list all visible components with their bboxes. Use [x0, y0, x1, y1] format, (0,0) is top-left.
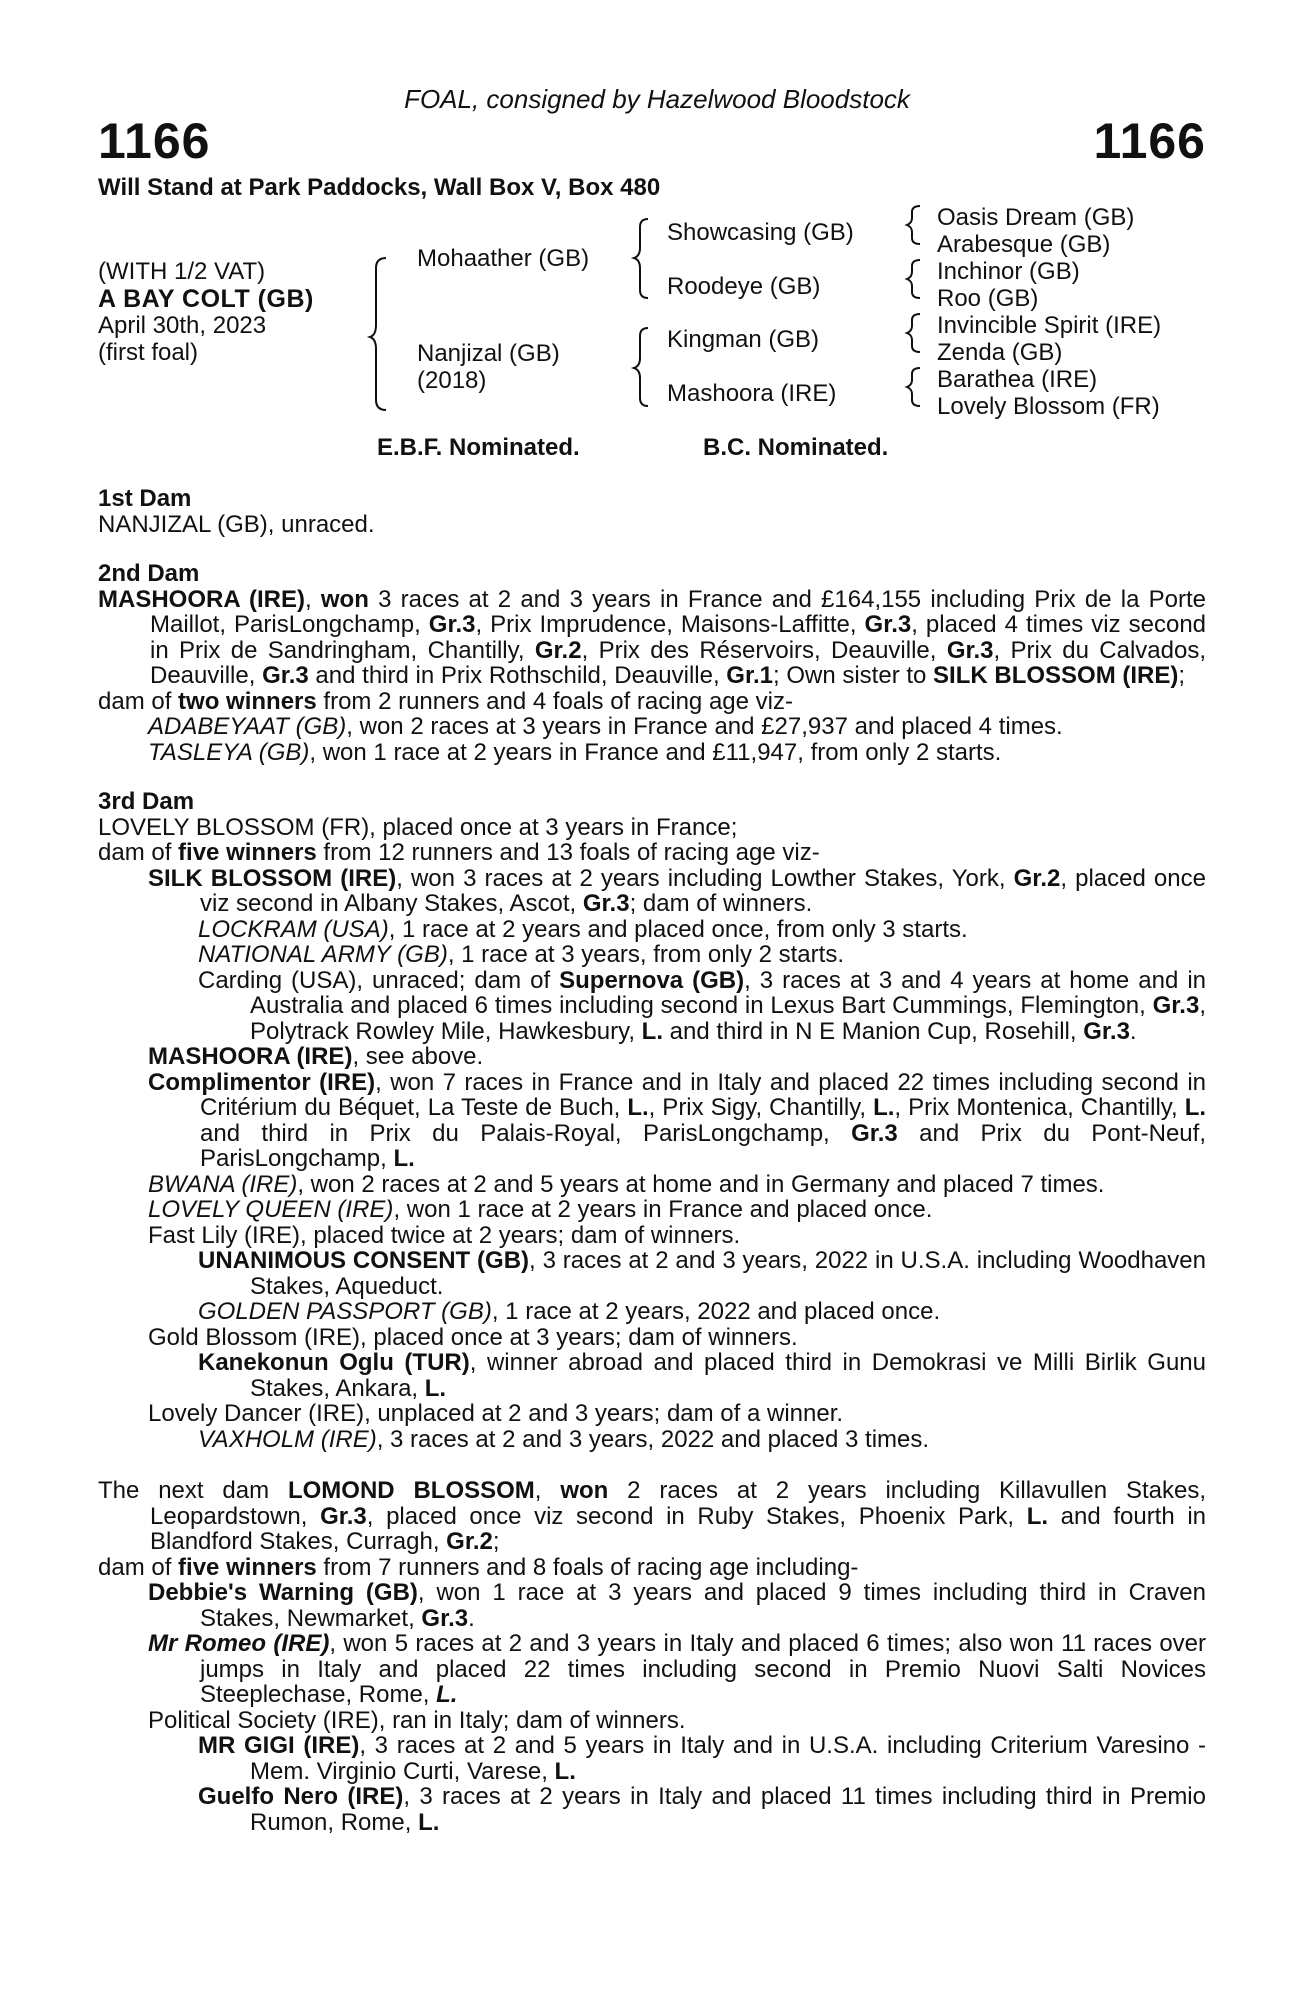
produce-entry [98, 1172, 1206, 1198]
text-run: , won 7 races in France and in Italy and placed 22 times including second in Critérium du Béquet, La Teste de Buch, [200, 1068, 1207, 1121]
text-run: , 1 race at 2 years and placed once, from only 3 starts. [388, 915, 968, 943]
text-run: ; dam of winners. [629, 890, 813, 917]
horse-name: LOMOND BLOSSOM [287, 1477, 535, 1504]
pedigree-sire-sire: Showcasing (GB) [667, 219, 854, 246]
race-grade: L. [393, 1145, 415, 1172]
foaling-date: April 30th, 2023 [98, 312, 267, 339]
text-run: , 3 races at 2 and 3 years, 2022 and placed 3 times. [376, 1425, 930, 1453]
race-grade: Gr.3 [262, 662, 309, 689]
text-run: , Prix Montenica, Chantilly, [894, 1094, 1185, 1121]
text-run: , won 3 races at 2 years including Lowther Stakes, York, [396, 864, 1014, 892]
lot-title: A BAY COLT (GB) [98, 285, 314, 313]
text-run: , won 1 race at 2 years in France and £11,947, from only 2 starts. [309, 738, 1002, 766]
race-grade: Gr.3 [320, 1502, 367, 1530]
brace-showcasing [907, 206, 920, 244]
text-run: , won 1 race at 3 years and placed 9 times including third in Craven Stakes, Newmarket, [200, 1579, 1206, 1632]
second-dam-section [98, 561, 1206, 765]
race-grade: L. [418, 1808, 440, 1836]
produce-entry [98, 968, 1206, 1045]
pedigree-dds: Barathea (IRE) [937, 366, 1098, 393]
pedigree-dam-year: (2018) [417, 367, 487, 394]
text-run: and Prix du Pont-Neuf, ParisLongchamp, [200, 1119, 1206, 1172]
text-run: , won 2 races at 2 and 5 years at home and in Germany and placed 7 times. [297, 1170, 1105, 1198]
horse-name: GOLDEN PASSPORT (GB) [198, 1298, 492, 1325]
text-run: , won 1 race at 2 years in France and placed once. [393, 1196, 933, 1223]
produce-entry [98, 1197, 1206, 1223]
pedigree-sds: Inchinor (GB) [937, 258, 1080, 285]
horse-name: TASLEYA (GB) [148, 738, 310, 766]
pedigree-dam-sire: Kingman (GB) [667, 326, 820, 353]
winners-count: five winners [178, 839, 317, 866]
text-run: and fourth in Blandford Stakes, Curragh, [150, 1502, 1207, 1555]
text-run: Carding (USA), unraced; dam of [198, 966, 560, 994]
text-run: dam of [98, 1553, 179, 1581]
horse-name: Supernova (GB) [559, 966, 745, 994]
text-run: , Prix des Réservoirs, Deauville, [581, 636, 947, 664]
lot-number-left: 1166 [98, 113, 211, 169]
horse-name: MASHOORA (IRE) [98, 585, 305, 613]
pedigree-sire-dam: Roodeye (GB) [667, 273, 821, 300]
first-dam-section [98, 486, 1206, 537]
text-run: and third in N E Manion Cup, Rosehill, [663, 1017, 1084, 1045]
race-grade: Gr.3 [864, 611, 912, 638]
produce-entry: Gold Blossom (IRE), placed once at 3 years; dam of winners. [148, 1323, 798, 1351]
text-run: ; [1178, 662, 1186, 689]
text-run: , 1 race at 3 years, from only 2 starts. [447, 941, 844, 968]
horse-name: Guelfo Nero (IRE) [198, 1783, 404, 1810]
race-grade: L. [641, 1017, 663, 1045]
horse-name: UNANIMOUS CONSENT (GB) [198, 1247, 530, 1274]
produce-entry [98, 740, 1206, 766]
text-run: , Prix Sigy, Chantilly, [648, 1094, 874, 1121]
text-run: from 2 runners and 4 foals of racing age viz- [316, 687, 793, 715]
text-run: , placed once viz second in Albany Stakes, Ascot, [200, 864, 1206, 917]
horse-name: VAXHOLM (IRE) [198, 1425, 377, 1453]
produce-entry [98, 1580, 1206, 1631]
produce-entry [98, 1733, 1206, 1784]
foal-note: (first foal) [98, 339, 199, 366]
consignor-line: FOAL, consigned by Hazelwood Bloodstock [404, 84, 910, 114]
text-run: , 3 races at 2 and 5 years in Italy and in U.S.A. including Criterium Varesino - Mem. Virginio Curti, Varese, [250, 1732, 1207, 1785]
second-dam-record [98, 587, 1206, 689]
brace-roodeye [907, 260, 920, 298]
text-run: and third in Prix du Palais-Royal, ParisLongchamp, [200, 1119, 852, 1147]
third-dam-section [98, 789, 1206, 1452]
text-run: , see above. [352, 1043, 484, 1070]
race-grade: Gr.2 [446, 1528, 493, 1555]
horse-name: Debbie's Warning (GB) [148, 1579, 418, 1606]
text-run: , placed 4 times viz second in Prix de Sandringham, Chantilly, [150, 611, 1207, 664]
next-dam-produce-summary [98, 1555, 1206, 1581]
text-run: , placed once viz second in Ruby Stakes, Phoenix Park, [366, 1502, 1027, 1530]
produce-entry [98, 1350, 1206, 1401]
text-run: , won 5 races at 2 and 3 years in Italy and placed 6 times; also won 11 races over jumps in Italy and placed 22 times including second in Premio Nuovi Salti Novices Steeplechase, Rome, [200, 1630, 1207, 1708]
text-run: from 7 runners and 8 foals of racing age including- [316, 1553, 859, 1581]
pedigree-sss: Oasis Dream (GB) [937, 204, 1135, 231]
text-run: , Prix Imprudence, Maisons-Laffitte, [475, 611, 865, 638]
produce-entry [98, 1070, 1206, 1172]
vat-note: (WITH 1/2 VAT) [98, 258, 266, 285]
horse-name: NATIONAL ARMY (GB) [198, 941, 448, 968]
race-grade: Gr.3 [851, 1119, 898, 1147]
third-dam-produce-summary [98, 840, 1206, 866]
pedigree-sdd: Roo (GB) [937, 285, 1039, 312]
next-dam-record [98, 1478, 1206, 1555]
horse-name: BWANA (IRE) [148, 1170, 298, 1198]
produce-entry [98, 866, 1206, 917]
produce-entry [98, 714, 1206, 740]
pedigree-dss: Invincible Spirit (IRE) [937, 312, 1162, 339]
lot-number-right: 1166 [1093, 113, 1206, 169]
pedigree-dam-dam: Mashoora (IRE) [667, 380, 837, 407]
produce-entry [98, 1299, 1206, 1325]
horse-name: MASHOORA (IRE) [148, 1043, 353, 1070]
text-run: The next dam [98, 1477, 288, 1504]
race-grade: L. [424, 1374, 447, 1402]
pedigree-sire: Mohaather (GB) [417, 245, 590, 272]
horse-name: Mr Romeo (IRE) [148, 1630, 330, 1657]
race-grade: Gr.3 [1083, 1017, 1130, 1045]
race-grade: Gr.2 [534, 636, 582, 664]
pedigree-ssd: Arabesque (GB) [937, 231, 1111, 258]
produce-entry [98, 942, 1206, 968]
text-run: ; [492, 1528, 500, 1555]
race-grade: L. [554, 1757, 576, 1785]
race-grade: L. [1184, 1094, 1207, 1121]
first-dam-text: NANJIZAL (GB), unraced. [98, 510, 375, 538]
race-grade: L. [1026, 1502, 1049, 1530]
race-grade: Gr.3 [428, 611, 476, 638]
next-dam-section [98, 1478, 1206, 1835]
brace-mashoora [907, 368, 920, 406]
text-run: 3 races at 2 and 3 years in France and £164,155 including Prix de la Porte Maillot, ParisLongchamp, [150, 585, 1207, 638]
race-grade: Gr.3 [946, 636, 994, 664]
text-run: , won 2 races at 3 years in France and £27,937 and placed 4 times. [346, 713, 1063, 740]
bc-nomination: B.C. Nominated. [703, 434, 889, 461]
horse-name: SILK BLOSSOM (IRE) [148, 864, 397, 892]
produce-entry: Political Society (IRE), ran in Italy; dam of winners. [148, 1706, 686, 1734]
race-grade: L. [873, 1094, 895, 1121]
stand-location: Will Stand at Park Paddocks, Wall Box V, Box 480 [98, 174, 661, 201]
text-run: ; Own sister to [773, 662, 934, 689]
second-dam-produce-summary [98, 689, 1206, 715]
text-run: . [1129, 1017, 1137, 1045]
winners-count: two winners [178, 687, 317, 715]
text-run: , 1 race at 2 years, 2022 and placed once. [491, 1298, 941, 1325]
produce-entry [98, 1248, 1206, 1299]
dam-brace [634, 328, 648, 406]
winners-count: five winners [178, 1553, 317, 1581]
won-label: won [320, 585, 369, 613]
ebf-nomination: E.B.F. Nominated. [377, 434, 580, 461]
third-dam-record: LOVELY BLOSSOM (FR), placed once at 3 years in France; [98, 813, 738, 841]
pedigree-dam: Nanjizal (GB) [417, 340, 560, 367]
text-run: , Polytrack Rowley Mile, Hawkesbury, [250, 992, 1206, 1045]
race-grade: L. [436, 1681, 458, 1708]
text-run: , winner abroad and placed third in Demokrasi ve Milli Birlik Gunu Stakes, Ankara, [250, 1349, 1206, 1402]
produce-entry [98, 1784, 1206, 1835]
text-run: 2 races at 2 years including Killavullen Stakes, Leopardstown, [150, 1477, 1206, 1530]
text-run: dam of [98, 687, 179, 715]
race-grade: Gr.2 [1013, 864, 1061, 892]
text-run: . [468, 1604, 475, 1632]
text-run: and third in Prix Rothschild, Deauville, [308, 662, 727, 689]
text-run: , 3 races at 2 and 3 years, 2022 in U.S.A. including Woodhaven Stakes, Aqueduct. [250, 1247, 1207, 1300]
text-run: , 3 races at 2 years in Italy and placed 11 times including third in Premio Rumon, Rome, [250, 1783, 1206, 1836]
catalogue-body [98, 486, 1206, 1835]
text-run: from 12 runners and 13 foals of racing age viz- [316, 839, 820, 866]
text-run: , [304, 585, 321, 613]
produce-entry [98, 1044, 1206, 1070]
sire-brace [634, 219, 648, 298]
second-dam-heading: 2nd Dam [98, 560, 200, 587]
horse-name: LOCKRAM (USA) [198, 915, 389, 943]
race-grade: Gr.1 [726, 662, 773, 689]
text-run: dam of [98, 839, 179, 866]
race-grade: L. [627, 1094, 649, 1121]
third-dam-heading: 3rd Dam [98, 788, 195, 815]
text-run: , [534, 1477, 561, 1504]
produce-entry [98, 917, 1206, 943]
produce-entry [98, 1427, 1206, 1453]
main-brace [370, 258, 386, 410]
won-label: won [560, 1477, 609, 1504]
horse-name: MR GIGI (IRE) [198, 1732, 360, 1759]
text-run: , Prix du Calvados, Deauville, [150, 636, 1207, 689]
produce-entry: Fast Lily (IRE), placed twice at 2 years; dam of winners. [148, 1221, 741, 1249]
horse-name: Complimentor (IRE) [148, 1068, 376, 1096]
horse-name: SILK BLOSSOM (IRE) [933, 662, 1179, 689]
race-grade: Gr.3 [421, 1604, 469, 1632]
race-grade: Gr.3 [1152, 992, 1200, 1019]
race-grade: Gr.3 [582, 890, 630, 917]
produce-entry: Lovely Dancer (IRE), unplaced at 2 and 3 years; dam of a winner. [148, 1400, 844, 1427]
brace-kingman [907, 314, 920, 352]
produce-entry [98, 1631, 1206, 1708]
pedigree-dsd: Zenda (GB) [937, 339, 1063, 366]
text-run: , 3 races at 3 and 4 years at home and in Australia and placed 6 times including second in Lexus Bart Cummings, Flemington, [250, 966, 1206, 1019]
horse-name: LOVELY QUEEN (IRE) [148, 1196, 394, 1223]
first-dam-heading: 1st Dam [98, 485, 192, 512]
horse-name: Kanekonun Oglu (TUR) [198, 1349, 470, 1376]
horse-name: ADABEYAAT (GB) [148, 713, 347, 740]
pedigree-ddd: Lovely Blossom (FR) [937, 393, 1160, 420]
